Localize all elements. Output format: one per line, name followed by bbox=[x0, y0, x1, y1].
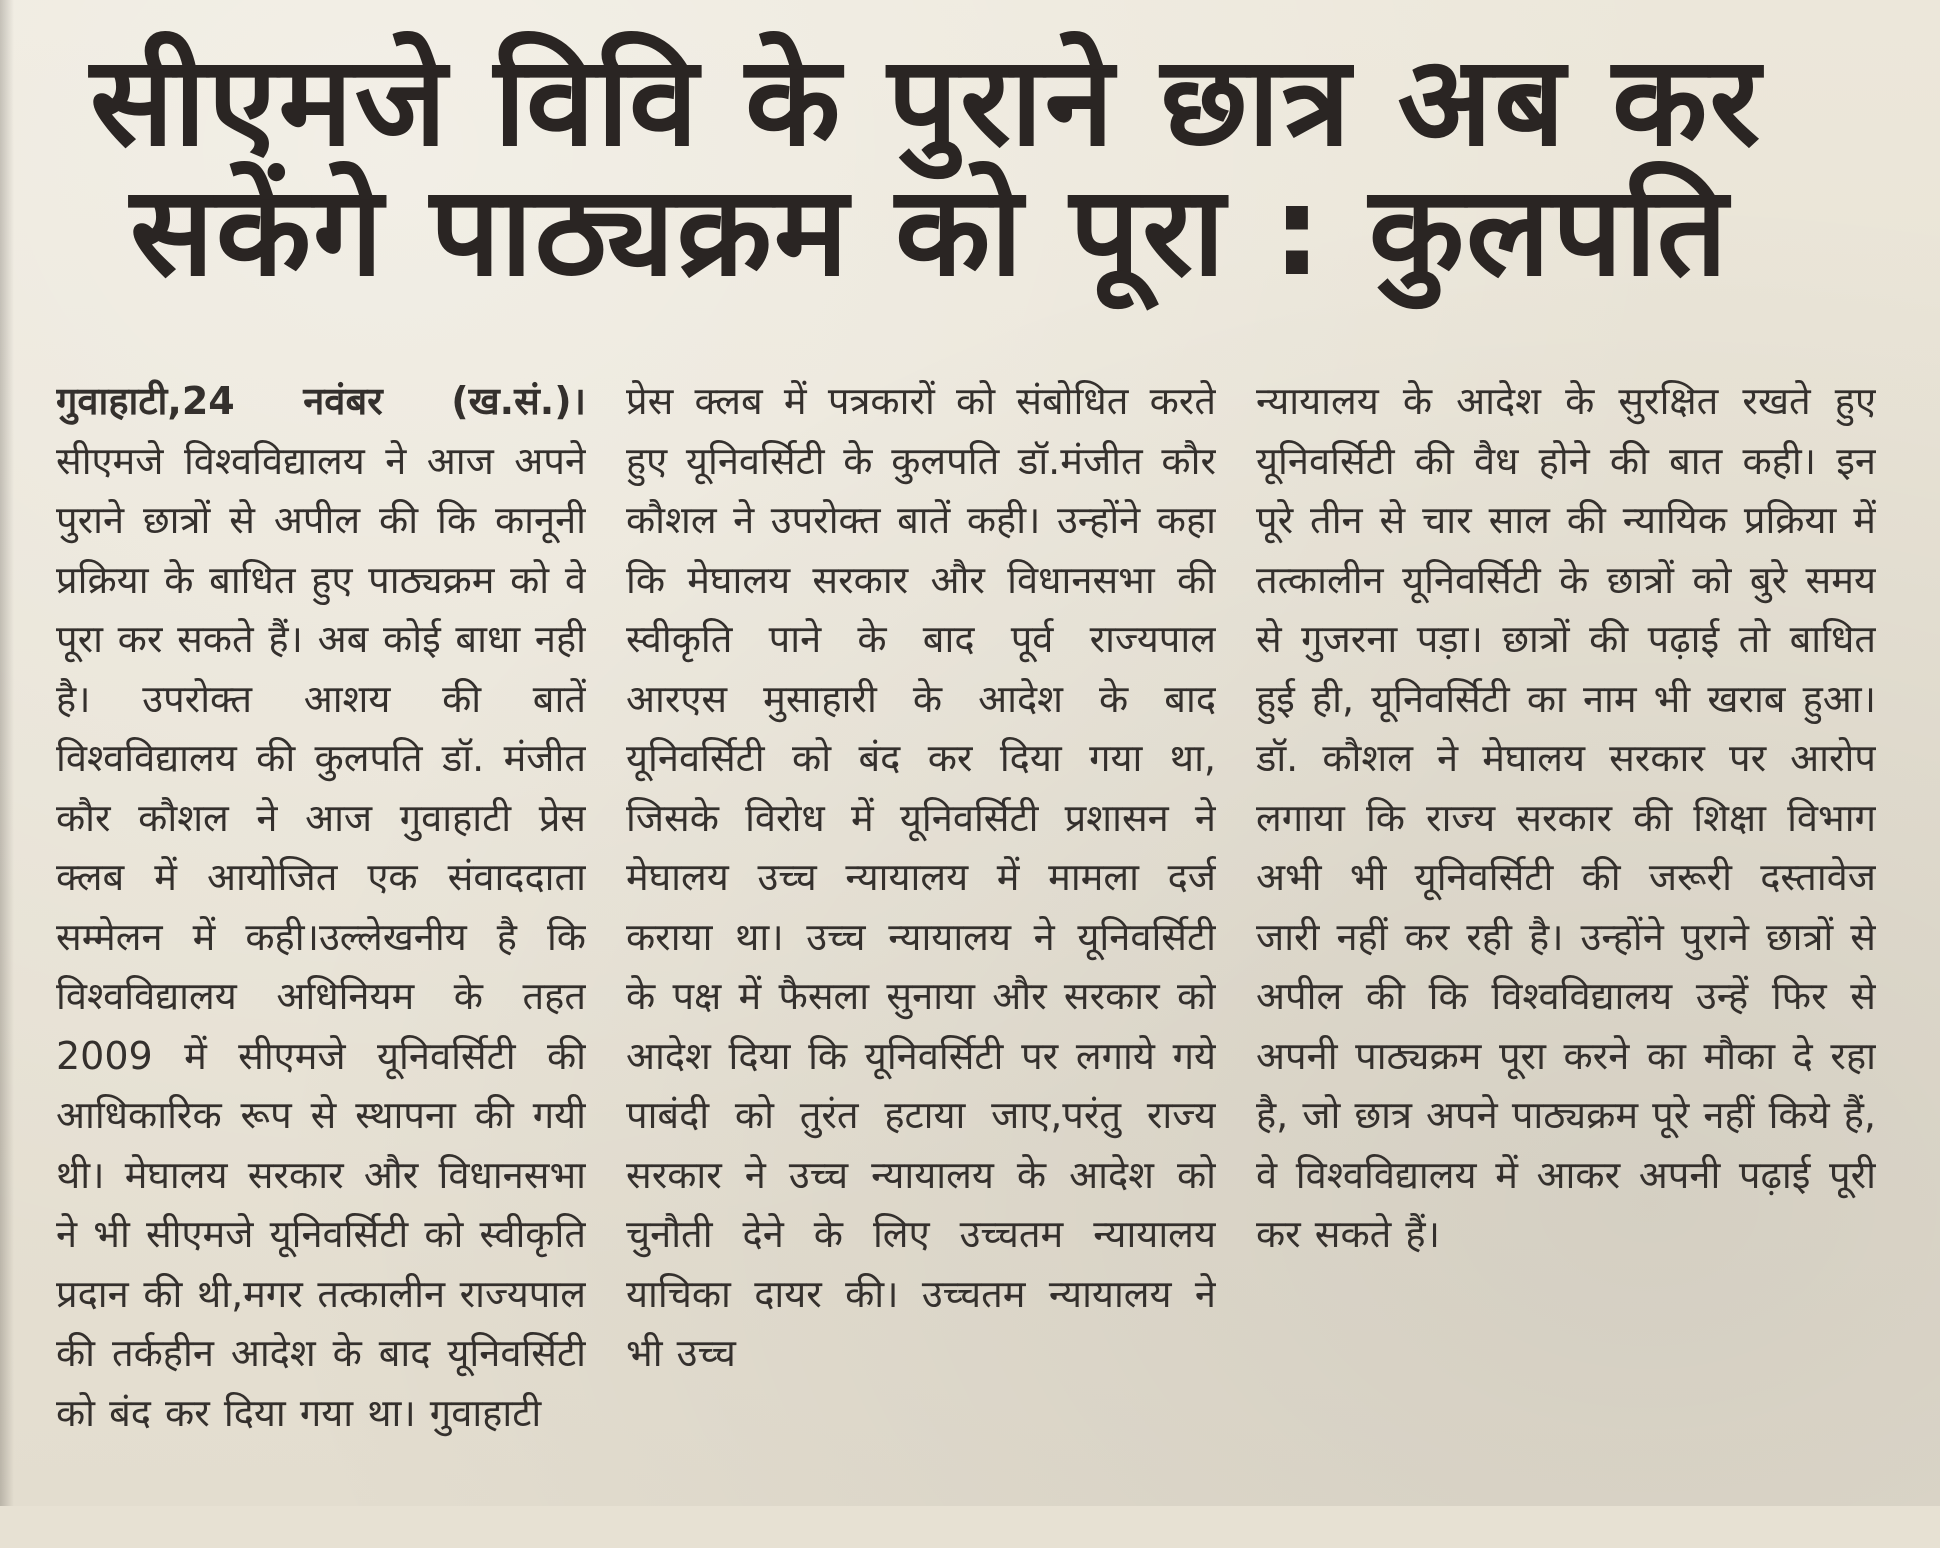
headline-line-1: सीएमजे विवि के पुराने छात्र अब कर bbox=[90, 30, 1763, 174]
article-column-1 bbox=[56, 372, 586, 1452]
headline-line-2: सकेंगे पाठ्यक्रम को पूरा : कुलपति bbox=[130, 160, 1730, 304]
column-2-text: प्रेस क्लब में पत्रकारों को संबोधित करते हुए यूनिवर्सिटी के कुलपति डॉ.मंजीत कौर कौशल ने उपरोक्त बातें कही। उन्होंने कहा कि मेघालय सरकार और विधानसभा की स्वीकृति पाने के बाद पूर्व राज्यपाल आरएस मुसाहारी के आदेश के बाद यूनिवर्सिटी को बंद कर दिया गया था, जिसके विरोध में यूनिवर्सिटी प्रशासन ने मेघालय उच्च न्यायालय में मामला दर्ज कराया था। उच्च न्यायालय ने यूनिवर्सिटी के पक्ष में फैसला सुनाया और सरकार को आदेश दिया कि यूनिवर्सिटी पर लगाये गये पाबंदी को तुरंत हटाया जाए,परंतु राज्य सरकार ने उच्च न्यायालय के आदेश को चुनौती देने के लिए उच्चतम न्यायालय याचिका दायर की। उच्चतम न्यायालय ने भी उच्च bbox=[626, 379, 1216, 1375]
dateline: गुवाहाटी,24 नवंबर (ख.सं.)। bbox=[56, 379, 586, 423]
bleed-through-text bbox=[560, 0, 1120, 26]
left-gutter-fragments bbox=[0, 420, 20, 1420]
article-body bbox=[56, 372, 1876, 1452]
column-3-text: न्यायालय के आदेश के सुरक्षित रखते हुए यूनिवर्सिटी की वैध होने की बात कही। इन पूरे तीन से चार साल की न्यायिक प्रक्रिया में तत्कालीन यूनिवर्सिटी के छात्रों को बुरे समय से गुजरना पड़ा। छात्रों की पढ़ाई तो बाधित हुई ही, यूनिवर्सिटी का नाम भी खराब हुआ। डॉ. कौशल ने मेघालय सरकार पर आरोप लगाया कि राज्य सरकार की शिक्षा विभाग अभी भी यूनिवर्सिटी की जरूरी दस्तावेज जारी नहीं कर रही है। उन्होंने पुराने छात्रों से अपील की कि विश्वविद्यालय उन्हें फिर से अपनी पाठ्यक्रम पूरा करने का मौका दे रहा है, जो छात्र अपने पाठ्यक्रम पूरे नहीं किये हैं, वे विश्वविद्यालय में आकर अपनी पढ़ाई पूरी कर सकते हैं। bbox=[1256, 379, 1876, 1256]
article-column-2 bbox=[626, 372, 1216, 1452]
article-column-3 bbox=[1256, 372, 1876, 1452]
next-headline-fragment bbox=[70, 1468, 1170, 1548]
column-1-text: सीएमजे विश्वविद्यालय ने आज अपने पुराने छात्रों से अपील की कि कानूनी प्रक्रिया के बाधित हुए पाठ्यक्रम को वे पूरा कर सकते हैं। अब कोई बाधा नही है। उपरोक्त आशय की बातें विश्वविद्यालय की कुलपति डॉ. मंजीत कौर कौशल ने आज गुवाहाटी प्रेस क्लब में आयोजित एक संवाददाता सम्मेलन में कही।उल्लेखनीय है कि विश्वविद्यालय अधिनियम के तहत 2009 में सीएमजे यूनिवर्सिटी की आधिकारिक रूप से स्थापना की गयी थी। मेघालय सरकार और विधानसभा ने भी सीएमजे यूनिवर्सिटी को स्वीकृति प्रदान की थी,मगर तत्कालीन राज्यपाल की तर्कहीन आदेश के बाद यूनिवर्सिटी को बंद कर दिया गया था। गुवाहाटी bbox=[56, 438, 586, 1435]
headline bbox=[90, 30, 1890, 304]
